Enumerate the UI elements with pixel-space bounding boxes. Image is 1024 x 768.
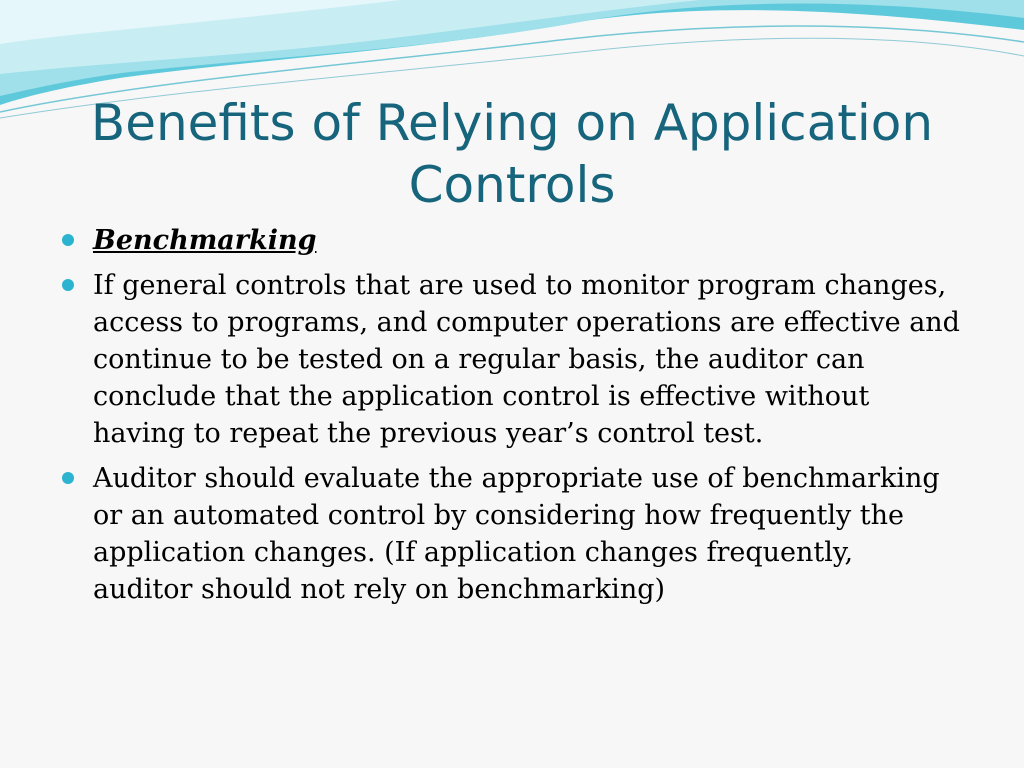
bullet-item-general-controls: [60, 267, 960, 452]
bullet-text: Benchmarking: [93, 225, 317, 256]
bullet-item-benchmarking: [60, 222, 960, 259]
bullet-dot-icon: [62, 279, 74, 291]
bullet-text: If general controls that are used to monitor program changes, access to programs, and computer operations are effective and continue to be tested on a regular basis, the auditor can conclude that the application control is effective without having to repeat the previous year’s control test.: [93, 270, 960, 449]
bullet-text: Auditor should evaluate the appropriate use of benchmarking or an automated control by considering how frequently the application changes. (If application changes frequently, auditor should not rely on benchmarking): [93, 463, 940, 605]
bullet-item-auditor-evaluate: [60, 460, 960, 608]
bullet-list: [60, 222, 960, 616]
slide-title: Benefits of Relying on Application Controls: [90, 94, 934, 214]
bullet-dot-icon: [62, 234, 74, 246]
bullet-dot-icon: [62, 472, 74, 484]
